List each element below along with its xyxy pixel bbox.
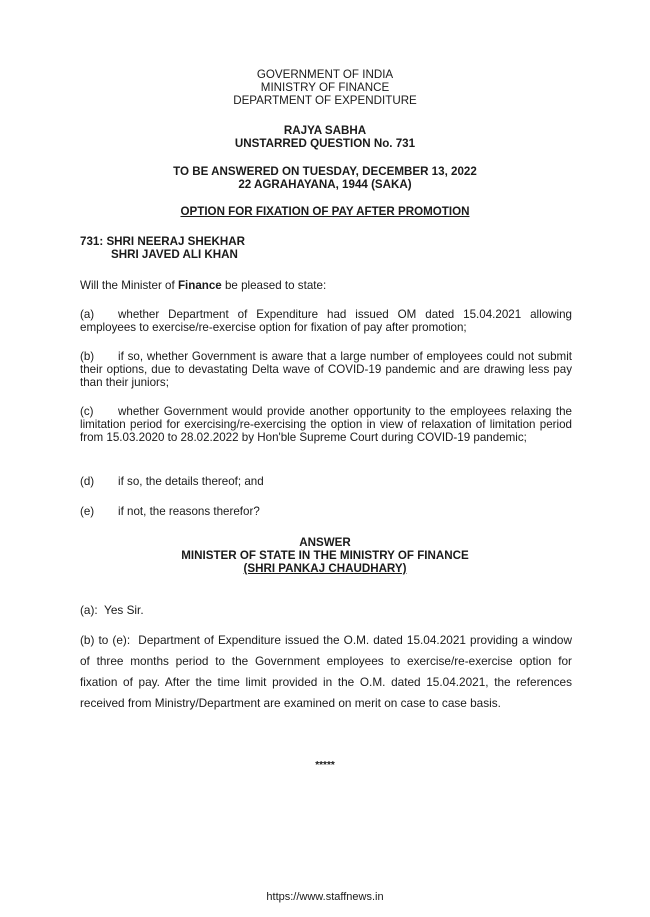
house-block xyxy=(0,124,650,150)
member-name-1: SHRI NEERAJ SHEKHAR xyxy=(106,235,245,248)
part-label: (a) xyxy=(80,308,95,321)
answer-part-a xyxy=(80,600,572,621)
part-text: whether Government would provide another opportunity to the employees relaxing the limitation period for exercising/re-exercising the option in view of relaxation of limitation period from 15.03.2020 to 28.02.2022 by Hon'ble Supreme Court during COVID-19 pandemic; xyxy=(80,405,572,444)
saka-date-line: 22 AGRAHAYANA, 1944 (SAKA) xyxy=(238,178,412,191)
member-names xyxy=(80,235,245,261)
part-text: whether Department of Expenditure had issued OM dated 15.04.2021 allowing employees to exercise/re-exercise option for fixation of pay after promotion; xyxy=(80,308,572,334)
question-part-a xyxy=(80,308,572,334)
part-text: if so, whether Government is aware that a large number of employees could not submit their options, due to devastating Delta wave of COVID-19 pandemic and are drawing less pay than their juniors; xyxy=(80,350,572,389)
answer-date-line: TO BE ANSWERED ON TUESDAY, DECEMBER 13, 2022 xyxy=(173,165,477,178)
part-label: (b) xyxy=(80,350,95,363)
answer-date-block xyxy=(0,165,650,191)
header-line-government: GOVERNMENT OF INDIA xyxy=(256,68,394,81)
minister-name: (SHRI PANKAJ CHAUDHARY) xyxy=(243,562,407,575)
footer-url: https://www.staffnews.in xyxy=(266,891,384,903)
subject-title: OPTION FOR FIXATION OF PAY AFTER PROMOTION xyxy=(180,205,470,218)
answer-label: (b) to (e): xyxy=(80,633,131,647)
question-part-e xyxy=(80,505,572,518)
house-name: RAJYA SABHA xyxy=(283,124,367,137)
question-part-c xyxy=(80,405,572,444)
answer-text: Department of Expenditure issued the O.M. dated 15.04.2021 providing a window of three months period to the Government employees to exercise/re-exercise option for fixation of pay. After the time limit provided in the O.M. dated 15.04.2021, the references received from Ministry/Department are examined on merit on case to case basis. xyxy=(80,633,572,710)
part-label: (d) xyxy=(80,475,95,488)
member-name-2: SHRI JAVED ALI KHAN xyxy=(111,248,238,261)
question-intro xyxy=(80,279,572,292)
intro-ministry: Finance xyxy=(177,279,222,292)
part-label: (e) xyxy=(80,505,95,518)
answer-heading-block xyxy=(0,536,650,575)
part-text: if so, the details thereof; and xyxy=(118,475,264,488)
question-number: UNSTARRED QUESTION No. 731 xyxy=(234,137,416,150)
answer-part-b-to-e xyxy=(80,630,572,714)
intro-text-start: Will the Minister of xyxy=(80,279,178,292)
end-marker: ***** xyxy=(315,760,335,771)
question-part-b xyxy=(80,350,572,389)
question-num-label: 731: xyxy=(80,235,104,248)
part-text: if not, the reasons therefor? xyxy=(118,505,260,518)
answer-heading: ANSWER xyxy=(299,536,351,549)
part-label: (c) xyxy=(80,405,94,418)
ministry-header xyxy=(0,68,650,107)
header-line-department: DEPARTMENT OF EXPENDITURE xyxy=(233,94,417,107)
header-line-ministry: MINISTRY OF FINANCE xyxy=(260,81,390,94)
answer-label: (a): xyxy=(80,603,98,617)
question-part-d xyxy=(80,475,572,488)
answer-text: Yes Sir. xyxy=(104,603,144,617)
minister-title: MINISTER OF STATE IN THE MINISTRY OF FINANCE xyxy=(181,549,469,562)
intro-text-end: be pleased to state: xyxy=(221,279,327,292)
